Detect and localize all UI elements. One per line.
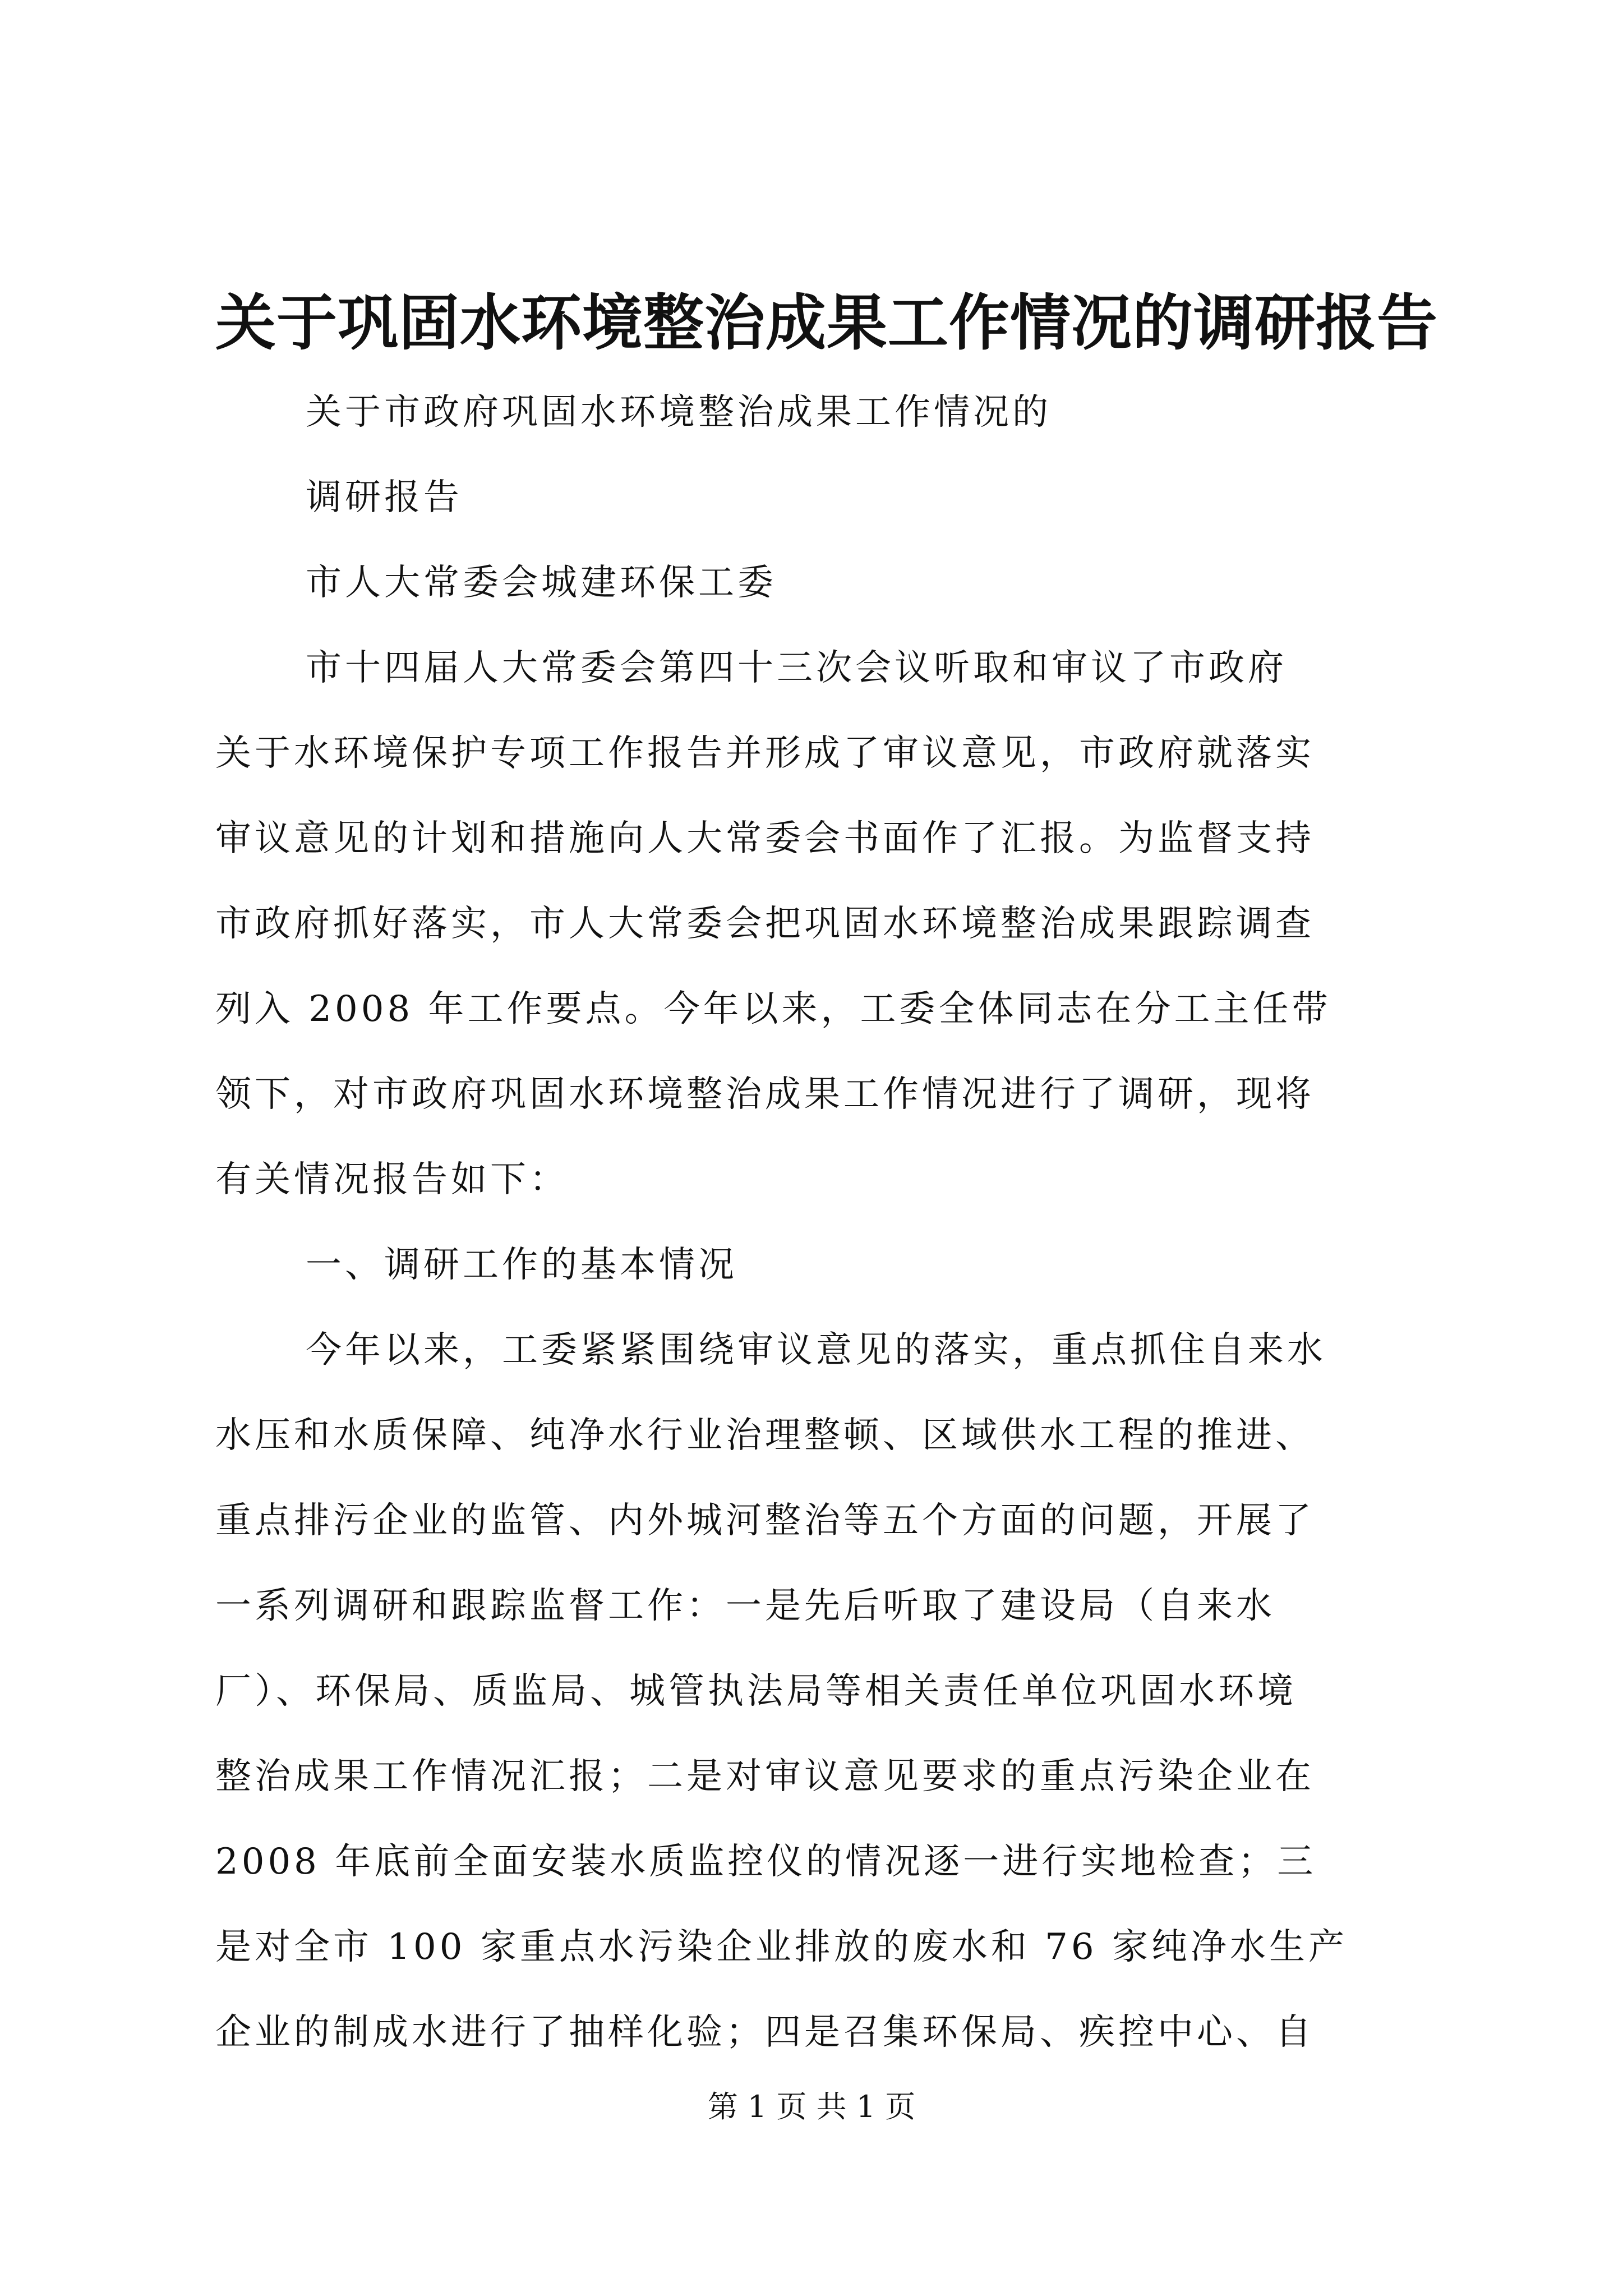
body-line-20: 企业的制成水进行了抽样化验；四是召集环保局、疾控中心、自 [215, 2012, 1315, 2053]
body-line-5: 关于水环境保护专项工作报告并形成了审议意见，市政府就落实 [215, 733, 1315, 774]
body-line-16: 厂）、环保局、质监局、城管执法局等相关责任单位巩固水环境 [215, 1671, 1297, 1712]
page-footer: 第 1 页 共 1 页 [707, 2089, 916, 2124]
body-line-2: 调研报告 [306, 477, 463, 518]
body-line-7: 市政府抓好落实，市人大常委会把巩固水环境整治成果跟踪调查 [215, 903, 1315, 945]
body-line-13: 水压和水质保障、纯净水行业治理整顿、区域供水工程的推进、 [215, 1415, 1315, 1456]
body-line-19: 是对全市 100 家重点水污染企业排放的废水和 76 家纯净水生产 [215, 1926, 1348, 1968]
body-line-12: 今年以来，工委紧紧围绕审议意见的落实，重点抓住自来水 [306, 1329, 1326, 1371]
body-line-17: 整治成果工作情况汇报；二是对审议意见要求的重点污染企业在 [215, 1756, 1315, 1797]
body-line-8: 列入 2008 年工作要点。今年以来，工委全体同志在分工主任带 [215, 988, 1331, 1030]
body-line-18: 2008 年底前全面安装水质监控仪的情况逐一进行实地检查；三 [215, 1841, 1317, 1883]
body-line-9: 领下，对市政府巩固水环境整治成果工作情况进行了调研，现将 [215, 1074, 1315, 1115]
body-line-15: 一系列调研和跟踪监督工作：一是先后听取了建设局（自来水 [215, 1585, 1275, 1627]
body-line-4: 市十四届人大常委会第四十三次会议听取和审议了市政府 [306, 647, 1287, 689]
body-line-6: 审议意见的计划和措施向人大常委会书面作了汇报。为监督支持 [215, 818, 1315, 859]
section-heading: 一、调研工作的基本情况 [306, 1244, 737, 1286]
body-line-10: 有关情况报告如下： [215, 1159, 569, 1200]
body-line-1: 关于市政府巩固水环境整治成果工作情况的 [306, 392, 1052, 433]
body-line-3: 市人大常委会城建环保工委 [306, 562, 777, 604]
document-title: 关于巩固水环境整治成果工作情况的调研报告 [215, 288, 1438, 358]
body-line-14: 重点排污企业的监管、内外城河整治等五个方面的问题，开展了 [215, 1500, 1315, 1542]
